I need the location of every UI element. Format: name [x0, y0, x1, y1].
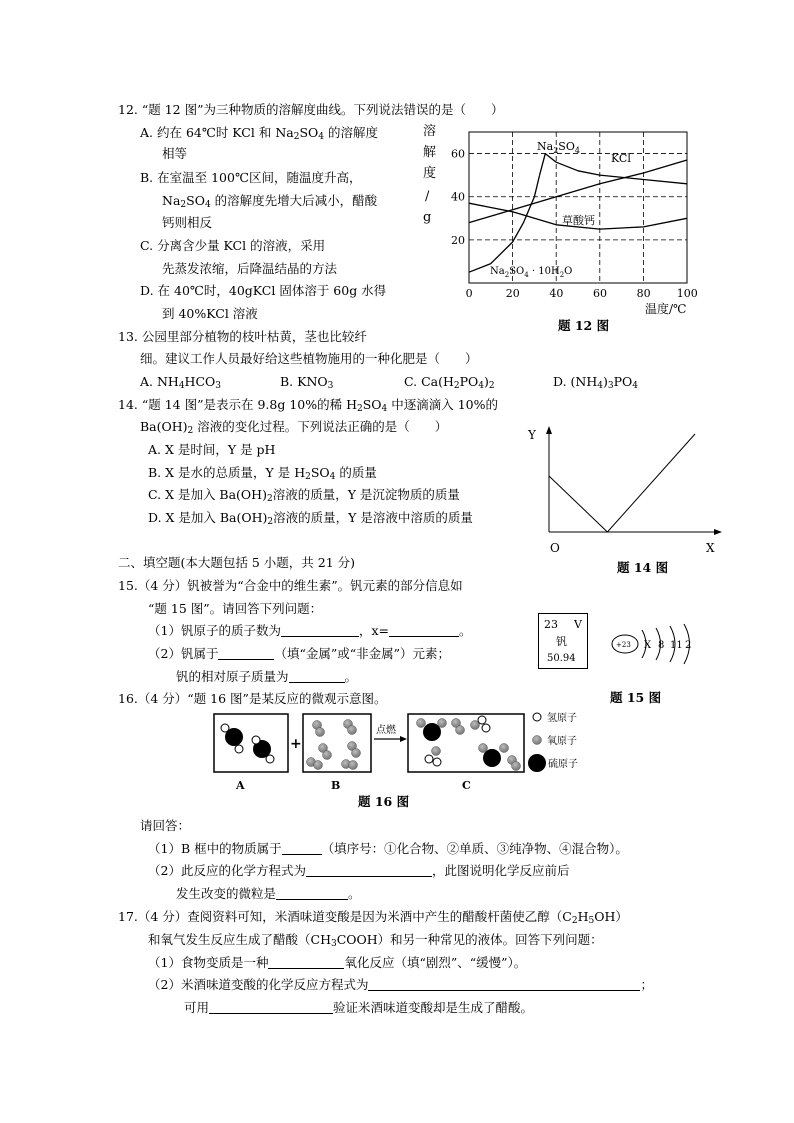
element-symbol: V: [574, 618, 582, 631]
y-label-char-4: /: [425, 189, 430, 204]
origin-label: O: [550, 541, 560, 555]
q16-part-1: （1）B 框中的物质属于 （填序号：①化合物、②单质、③纯净物、④混合物）。: [148, 841, 628, 856]
o2-molecule: [307, 758, 323, 770]
oxygen-atom: [417, 719, 426, 728]
hydrogen-atom: [478, 716, 486, 724]
oxygen-atom: [352, 749, 361, 758]
legend-oxygen-label: 氧原子: [547, 736, 577, 747]
oxygen-atom: [349, 761, 358, 770]
q17-part-2: （2）米酒味道变酸的化学反应方程式为 ；: [148, 977, 653, 992]
q15-part-1: （1）钒原子的质子数为 ，x= 。: [148, 623, 472, 638]
element-number: 23: [544, 618, 558, 631]
q12-option-b-cont: $Na_2SO_4$ 的溶解度先增大后减小，醋酸: [162, 193, 378, 210]
water-molecule: [471, 716, 491, 732]
q15-stem-1: 15.（4 分）钒被誉为“合金中的维生素”。钒元素的部分信息如: [118, 578, 463, 593]
q14-stem-1: 14. “题 14 图”是表示在 9.8g 10%的稀 $H_2SO_4$ 中逐滴滴入 10%的: [118, 397, 499, 414]
oxygen-atom: [438, 719, 447, 728]
oxygen-atom: [500, 744, 509, 753]
o2-molecule: [348, 742, 361, 758]
water-molecule: [425, 747, 441, 767]
o2-molecule: [452, 719, 465, 735]
fig14-label: 题 14 图: [617, 560, 669, 575]
oxygen-atom: [323, 751, 332, 760]
box-a: [214, 714, 288, 772]
x-axis-arrow: [714, 529, 722, 535]
h2s-molecule: [221, 724, 243, 753]
legend-hydrogen-icon: [533, 713, 541, 721]
hydrogen-atom: [266, 755, 274, 763]
q12-option-b: B. 在室温至 100℃区间，随温度升高，: [140, 170, 362, 185]
section-2-heading: 二、填空题(本大题包括 5 小题，共 21 分): [118, 555, 356, 570]
q12-option-a: A. 约在 64℃时 KCl 和 $Na_2SO_4$ 的溶解度: [140, 125, 378, 142]
x-tick-label: 60: [593, 287, 607, 300]
x-tick-label: 80: [636, 287, 651, 300]
hydrogen-atom: [482, 724, 490, 732]
q13-stem-2: 细。建议工作人员最好给这些植物施用的一种化肥是（ ）: [140, 351, 478, 366]
y-axis-arrow: [546, 426, 552, 434]
label-a: A: [236, 779, 245, 792]
label-c: C: [462, 779, 471, 792]
q13-stem-1: 13. 公园里部分植物的枝叶枯黄，茎也比较纤: [118, 329, 367, 344]
q14-chart: [524, 422, 724, 556]
hydrogen-atom: [252, 736, 260, 744]
q12-option-a-cont: 相等: [162, 146, 188, 161]
hydrogen-atom: [425, 755, 433, 763]
oxygen-atom: [456, 726, 465, 735]
h2s-molecule: [252, 736, 274, 763]
legend-hydrogen-label: 氢原子: [547, 713, 577, 724]
fig15-label: 题 15 图: [610, 690, 662, 705]
nucleus-charge: +23: [616, 641, 631, 649]
q16-part-2: （2）此反应的化学方程式为 ，此图说明化学反应前后: [148, 863, 570, 878]
q16-ask: 请回答：: [140, 818, 191, 833]
q17-stem-2: 和氧气发生反应生成了醋酸$(CH_3COOH)$和另一种常见的液体。回答下列问题：: [148, 932, 603, 949]
q12-option-c: C. 分离含少量 KCl 的溶液，采用: [140, 238, 326, 253]
label-na2so4: $Na_2SO_4$: [537, 140, 580, 155]
q14-option-b: B. X 是水的总质量，Y 是 $H_2SO_4$ 的质量: [148, 465, 377, 482]
q17-part-1: （1）食物变质是一种 氧化反应（填“剧烈”、“缓慢”）。: [148, 955, 527, 970]
o2-molecule: [508, 756, 521, 771]
atom-structure-diagram: [604, 618, 714, 670]
q13-option-a: A. $NH_4HCO_3$: [140, 374, 221, 391]
hydrogen-atom: [235, 745, 243, 753]
element-tile: [538, 613, 588, 669]
q15-part-2: （2）钒属于 （填“金属”或“非金属”）元素；: [148, 646, 451, 661]
y-tick-label: 20: [451, 233, 465, 247]
fig12-label: 题 12 图: [558, 318, 610, 333]
q12-option-c-cont: 先蒸发浓缩，后降温结晶的方法: [162, 261, 338, 276]
shell-electrons-2: 8: [658, 640, 665, 651]
q16-stem: 16.（4 分）“题 16 图”是某反应的微观示意图。: [118, 691, 387, 706]
y-axis-label: Y: [528, 428, 536, 442]
q12-option-b-cont2: 钙则相反: [162, 215, 213, 230]
o2-molecule: [319, 744, 332, 760]
x-axis-label: X: [706, 541, 715, 555]
y-tick-label: 40: [451, 190, 465, 204]
x-axis-label: 温度/℃: [645, 302, 687, 316]
q17-part-3: 可用 验证米酒味道变酸却是生成了醋酸。: [184, 1000, 534, 1015]
q12-option-d: D. 在 40℃时，40gKCl 固体溶于 60g 水得: [140, 283, 387, 298]
element-name: 钒: [556, 635, 567, 648]
fig16-label: 题 16 图: [358, 794, 410, 809]
reaction-diagram: [210, 710, 610, 794]
shell-electrons-1: X: [644, 640, 652, 651]
q14-option-c: C. X 是加入 $Ba(OH)_2$溶液的质量，Y 是沉淀物质的质量: [148, 487, 460, 504]
label-decahydrate: $Na_2SO_4 \cdot 10H_2O$: [490, 266, 573, 279]
solubility-chart: [415, 118, 715, 343]
x-tick-label: 0: [465, 287, 473, 300]
q13-option-b: B. $KNO_3$: [280, 374, 334, 391]
so2-molecule: [479, 744, 509, 768]
hydrogen-atom: [433, 758, 441, 766]
q12-option-d-cont: 到 40%KCl 溶液: [162, 306, 258, 321]
oxygen-atom: [479, 744, 488, 753]
q17-stem-1: 17.（4 分）查阅资料可知，米酒味道变酸是因为米酒中产生的醋酸杆菌使乙醇$(C_2H_5OH)$: [118, 909, 628, 926]
hydrogen-atom: [221, 724, 229, 732]
series-line-0: [469, 175, 540, 272]
q14-option-a: A. X 是时间，Y 是 pH: [148, 442, 276, 457]
x-tick-label: 100: [676, 287, 698, 300]
so2-molecule: [417, 719, 447, 742]
y-label-char-5: g: [423, 210, 432, 225]
q12-stem: 12. “题 12 图”为三种物质的溶解度曲线。下列说法错误的是（ ）: [118, 102, 504, 117]
oxygen-atom: [432, 747, 441, 756]
label-calcium: 草酸钙: [562, 214, 595, 227]
x-tick-label: 20: [505, 287, 520, 300]
oxygen-atom: [512, 762, 521, 771]
q13-option-c: C. $Ca(H_2PO_4)_2$: [404, 374, 495, 391]
shell-electrons-4: 2: [685, 640, 692, 651]
shell-electrons-3: 11: [670, 640, 683, 651]
q16-part-3: 发生改变的微粒是 。: [176, 886, 361, 901]
legend-sulfur-label: 硫原子: [548, 759, 578, 770]
o2-molecule: [313, 721, 325, 737]
oxygen-atom: [314, 761, 323, 770]
x-tick-label: 40: [549, 287, 564, 300]
y-label-char-2: 解: [423, 145, 437, 160]
legend-oxygen-icon: [533, 736, 542, 745]
q15-stem-2: “题 15 图”。请回答下列问题：: [148, 601, 323, 616]
label-b: B: [331, 779, 341, 792]
label-kcl: KCl: [611, 152, 631, 165]
arrow-head: [400, 736, 407, 742]
q14-stem-2: $Ba(OH)_2$ 溶液的变化过程。下列说法正确的是（ ）: [140, 419, 448, 436]
q14-option-d: D. X 是加入 $Ba(OH)_2$溶液的质量，Y 是溶液中溶质的质量: [148, 510, 473, 527]
y-label-char-3: 度: [423, 166, 437, 181]
element-mass: 50.94: [547, 653, 576, 664]
plus-sign: +: [290, 736, 302, 752]
q14-curve: [549, 434, 695, 532]
o2-molecule: [342, 760, 358, 770]
legend-sulfur-icon: [528, 754, 546, 772]
o2-molecule: [344, 720, 357, 735]
y-label-char-1: 溶: [423, 124, 437, 139]
q15-part-3: 钒的相对原子质量为 。: [176, 669, 358, 684]
oxygen-atom: [348, 726, 357, 735]
y-tick-label: 60: [451, 147, 465, 161]
oxygen-atom: [316, 728, 325, 737]
q13-option-d: D. $(NH_4)_3PO_4$: [553, 374, 639, 391]
arrow-label: 点燃: [376, 725, 396, 736]
